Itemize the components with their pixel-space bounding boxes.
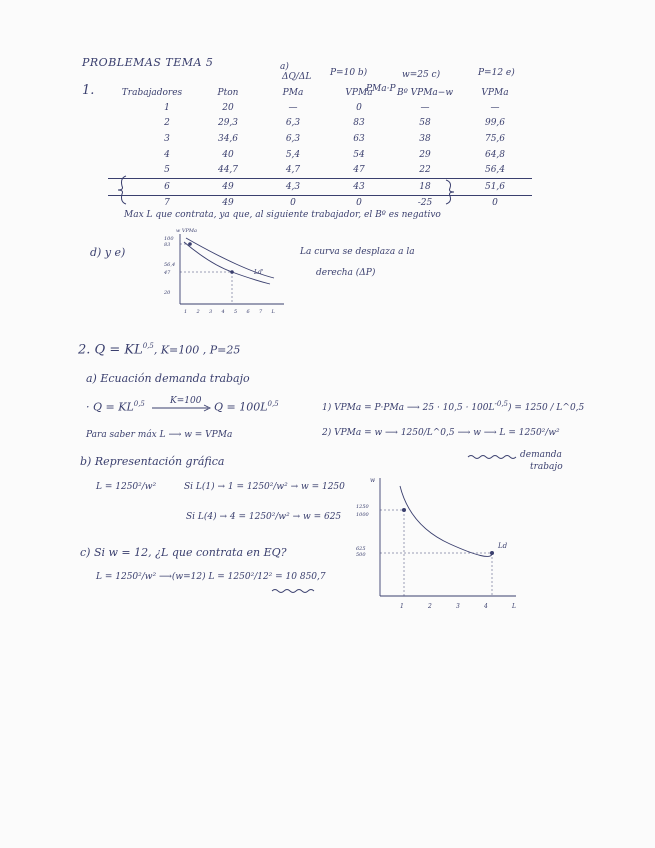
cell: — — [420, 102, 430, 113]
cell: 0 — [290, 198, 296, 209]
x-tick-label: 3 — [209, 309, 213, 315]
x-tick-label: 4 — [484, 603, 488, 610]
step-1 — [322, 400, 584, 413]
cell: 38 — [419, 133, 431, 144]
cell: 54 — [353, 149, 365, 160]
y-tick-label: 20 — [164, 290, 171, 296]
cell: — — [490, 102, 500, 113]
c-line: L = 1250²/w² ⟶(w=12) L = 1250²/12² = 10 850,7 — [96, 572, 326, 582]
col-header: Trabajadores — [121, 88, 183, 98]
b-step1: Si L(1) → 1 = 1250²/w² → w = 1250 — [184, 482, 345, 492]
y-tick-label: 83 — [164, 242, 171, 248]
labour-demand-graph — [350, 470, 525, 610]
part-a-line1 — [86, 400, 145, 414]
vpma-curve — [184, 242, 270, 284]
cell: 4 — [164, 149, 170, 160]
x-tick-label: 2 — [196, 309, 200, 315]
a-arrow-label: K=100 — [170, 396, 202, 406]
cell: 6,3 — [285, 133, 301, 144]
point — [402, 508, 406, 512]
y-tick-label: 1250 — [356, 504, 369, 510]
cell: 64,8 — [484, 149, 506, 160]
shift-note-line1: La curva se desplaza a la — [300, 247, 415, 257]
cell: 51,6 — [458, 178, 532, 195]
cell: 49 — [222, 198, 234, 209]
col-header: VPMa — [481, 88, 509, 98]
part-d-label: d) y e) — [90, 246, 126, 259]
cell: 20 — [222, 102, 234, 113]
wavy-underline — [468, 454, 518, 460]
p2-header-exp: 0,5 — [142, 342, 154, 350]
x-tick-label: L — [271, 309, 275, 315]
part-a-line2: Para saber máx L ⟶ w = VPMa — [86, 430, 233, 440]
table-row-highlighted — [108, 178, 532, 195]
x-tick-label: 1 — [400, 603, 404, 610]
cell: 43 — [326, 178, 392, 195]
vpma-graph — [140, 226, 290, 321]
point — [230, 270, 234, 274]
a-arrow — [152, 405, 212, 411]
r1-text: 1) VPMa = P·PMa ⟶ 25 · 10,5 · 100L — [322, 403, 495, 413]
part-b-title: b) Representación gráfica — [80, 455, 225, 468]
r1-exp: -0,5 — [494, 400, 508, 408]
row-brace-left — [118, 176, 128, 204]
shift-note-line2: derecha (ΔP) — [316, 268, 376, 278]
cell: 5 — [164, 165, 170, 176]
cell: 7 — [164, 198, 170, 209]
cell: 4,7 — [285, 165, 301, 176]
table-row — [108, 100, 532, 116]
cell: 56,4 — [484, 165, 506, 176]
cell: -25 — [417, 198, 433, 209]
cell: 75,6 — [484, 133, 506, 144]
cell: 40 — [222, 149, 234, 160]
x-tick-label: 2 — [428, 603, 432, 610]
cell: 99,6 — [484, 118, 506, 129]
header-a: a) — [280, 62, 289, 72]
cell: 22 — [419, 165, 431, 176]
p2-header-text: 2. Q = KL — [78, 342, 143, 358]
max-l-note: Max L que contrata, ya que, al siguiente trabajador, el Bº es negativo — [124, 210, 441, 220]
x-tick-label: 5 — [234, 309, 238, 315]
col-header: Bº VPMa−w — [396, 88, 454, 98]
cell: 3 — [164, 133, 170, 144]
cell: 18 — [392, 178, 458, 195]
x-tick-label: 3 — [456, 603, 460, 610]
cell: 83 — [353, 118, 365, 129]
a-line1-res-exp: 0,5 — [267, 400, 279, 408]
problem-1-number: 1. — [82, 83, 95, 98]
cell: 1 — [164, 102, 170, 113]
part-c-title: c) Si w = 12, ¿L que contrata en EQ? — [80, 546, 287, 559]
a-line1-text: · Q = KL — [86, 400, 134, 414]
step-2: 2) VPMa = w ⟶ 1250/L^0,5 ⟶ w ⟶ L = 1250²/w² — [322, 428, 560, 438]
y-axis-label: w — [370, 477, 376, 484]
point — [188, 242, 192, 246]
x-tick-label: 6 — [246, 309, 250, 315]
wavy-underline-result — [272, 588, 316, 594]
cell: 0 — [356, 198, 362, 209]
cell: 6,3 — [285, 118, 301, 129]
a-line1-exp: 0,5 — [133, 400, 145, 408]
header-e: P=12 e) — [478, 68, 515, 78]
cell: 6 — [108, 178, 196, 195]
cell: 0 — [356, 102, 362, 113]
header-b: P=10 b) — [330, 68, 368, 78]
r1-res: ) = 1250 / L^0,5 — [508, 403, 585, 413]
table-row — [108, 147, 532, 163]
demand-curve — [400, 486, 492, 556]
cell: 44,7 — [217, 165, 239, 176]
cell: 29 — [419, 149, 431, 160]
demand-note-1: demanda — [520, 450, 562, 460]
col-header: PMa — [282, 88, 304, 98]
demand-note-2: trabajo — [530, 462, 563, 472]
y-tick-label: 100 — [164, 236, 174, 242]
cell: 47 — [353, 165, 365, 176]
col-header: Pton — [217, 88, 239, 98]
cell: 34,6 — [217, 133, 239, 144]
y-tick-label: 625 — [356, 546, 366, 552]
cell: 49 — [196, 178, 260, 195]
table-header-row — [108, 86, 532, 100]
table-row — [108, 195, 532, 211]
x-tick-label: 1 — [184, 309, 188, 315]
header-pmap: PMa·P — [366, 84, 396, 94]
row-brace-right — [446, 180, 456, 204]
cell: 58 — [419, 118, 431, 129]
table-row — [108, 131, 532, 147]
cell: 0 — [492, 198, 498, 209]
table-row — [108, 116, 532, 132]
cell: 4,3 — [260, 178, 326, 195]
cell: — — [288, 102, 298, 113]
header-dq: ΔQ/ΔL — [282, 72, 312, 82]
y-axis-label: w VPMa — [176, 228, 197, 234]
table-row — [108, 162, 532, 178]
a-line1-result — [214, 400, 279, 414]
b-step2: Si L(4) → 4 = 1250²/w² → w = 625 — [186, 512, 342, 522]
p2-header-tail: , K=100 , P=25 — [153, 343, 241, 357]
data-table — [108, 86, 532, 211]
y-tick-label: 1000 — [356, 512, 369, 518]
problem-2-header — [78, 342, 240, 357]
y-tick-label: 500 — [356, 552, 366, 558]
page-title: PROBLEMAS TEMA 5 — [82, 56, 214, 69]
x-tick-label: 4 — [221, 309, 225, 315]
col-header: VPMa — [345, 88, 373, 98]
b-formula: L = 1250²/w² — [96, 482, 157, 492]
point — [490, 551, 494, 555]
part-a-title: a) Ecuación demanda trabajo — [86, 372, 250, 385]
cell: 2 — [164, 118, 170, 129]
x-tick-label: L — [512, 603, 516, 610]
curve-label: Ld' — [254, 269, 264, 276]
x-tick-label: 7 — [259, 309, 263, 315]
cell: 29,3 — [217, 118, 239, 129]
a-line1-res: Q = 100L — [214, 400, 268, 414]
y-tick-label: 47 — [164, 270, 171, 276]
cell: 5,4 — [285, 149, 301, 160]
curve-label: Ld — [498, 542, 508, 550]
header-c: w=25 c) — [402, 70, 441, 80]
y-tick-label: 56,4 — [164, 262, 176, 268]
cell: 63 — [353, 133, 365, 144]
